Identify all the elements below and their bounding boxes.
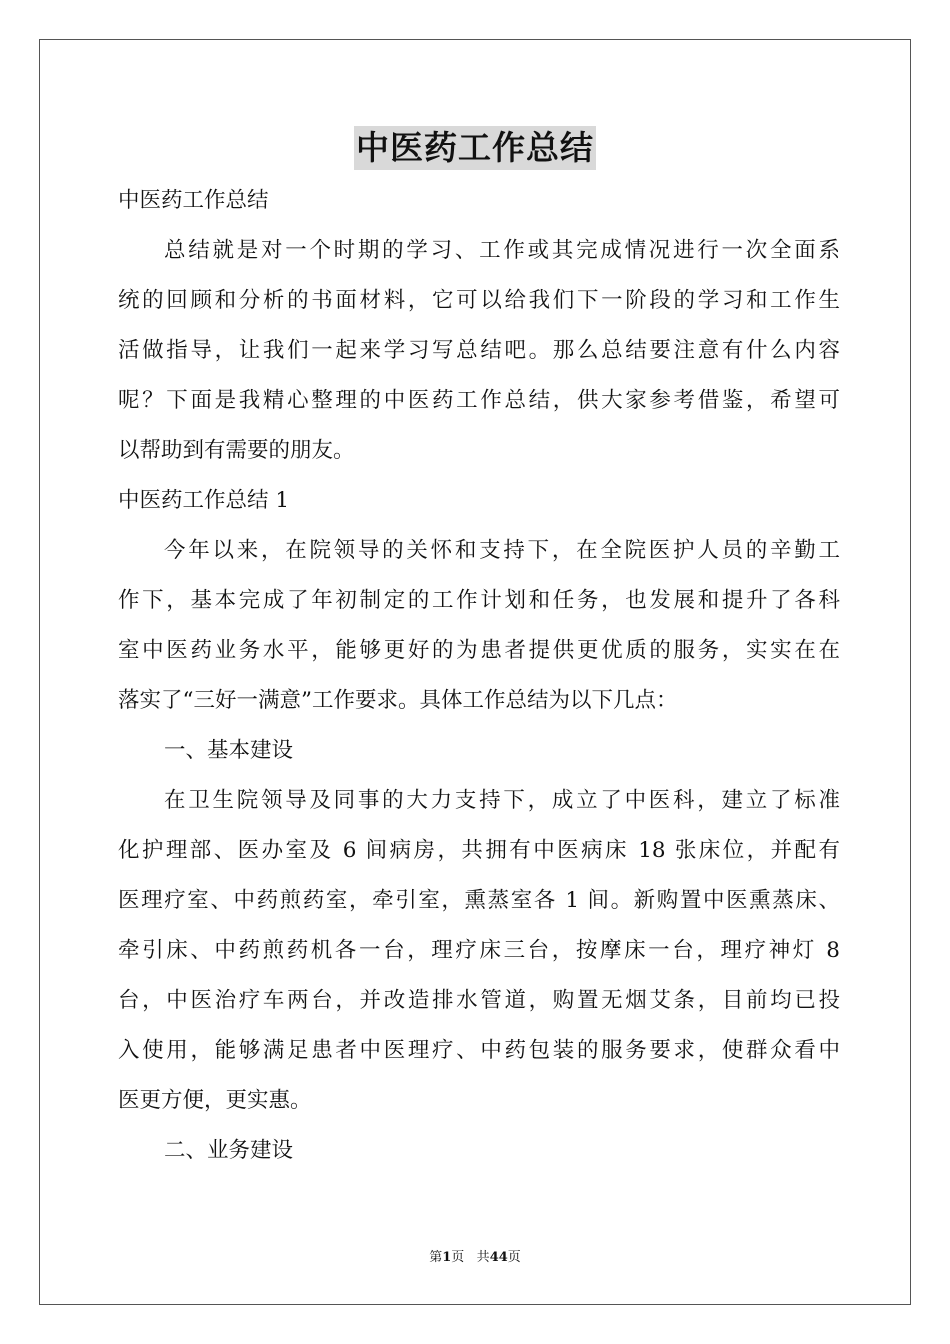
document-subtitle: 中医药工作总结: [118, 188, 269, 213]
text-line: 统的回顾和分析的书面材料，它可以给我们下一阶段的学习和工作生: [118, 288, 840, 313]
text-line: 呢？下面是我精心整理的中医药工作总结，供大家参考借鉴，希望可: [118, 388, 840, 413]
text-line: 牵引床、中药煎药机各一台，理疗床三台，按摩床一台，理疗神灯 8: [118, 938, 840, 963]
page-suffix: 页: [451, 1250, 465, 1265]
total-suffix: 页: [507, 1250, 521, 1265]
text-line: 在卫生院领导及同事的大力支持下，成立了中医科，建立了标准: [164, 788, 840, 813]
text-line: 一、基本建设: [164, 738, 294, 763]
page-prefix: 第: [429, 1250, 443, 1265]
text-line: 总结就是对一个时期的学习、工作或其完成情况进行一次全面系: [164, 238, 840, 263]
text-line: 医理疗室、中药煎药室，牵引室，熏蒸室各 1 间。新购置中医熏蒸床、: [118, 888, 840, 913]
text-line: 台，中医治疗车两台，并改造排水管道，购置无烟艾条，目前均已投: [118, 988, 840, 1013]
page-footer: [0, 1246, 950, 1265]
document-body: [118, 176, 840, 1176]
text-line: 中医药工作总结 1: [118, 488, 290, 513]
text-line: 作下，基本完成了年初制定的工作计划和任务，也发展和提升了各科: [118, 588, 840, 613]
total-prefix: 共: [476, 1250, 490, 1265]
text-line: 室中医药业务水平，能够更好的为患者提供更优质的服务，实实在在: [118, 638, 840, 663]
text-line: 以帮助到有需要的朋友。: [118, 438, 355, 463]
text-line: 化护理部、医办室及 6 间病房，共拥有中医病床 18 张床位，并配有: [118, 838, 840, 863]
text-line: 二、业务建设: [164, 1138, 294, 1163]
title-area: [0, 126, 950, 170]
text-line: 医更方便，更实惠。: [118, 1088, 312, 1113]
text-line: 活做指导，让我们一起来学习写总结吧。那么总结要注意有什么内容: [118, 338, 840, 363]
text-line: 今年以来，在院领导的关怀和支持下，在全院医护人员的辛勤工: [164, 538, 840, 563]
document-title: 中医药工作总结: [354, 126, 596, 170]
paragraph-lines: [118, 226, 840, 1176]
total-pages: 44: [489, 1250, 508, 1265]
text-line: 落实了“三好一满意”工作要求。具体工作总结为以下几点：: [118, 688, 678, 713]
text-line: 入使用，能够满足患者中医理疗、中药包装的服务要求，使群众看中: [118, 1038, 840, 1063]
page-number: 1: [442, 1250, 452, 1265]
